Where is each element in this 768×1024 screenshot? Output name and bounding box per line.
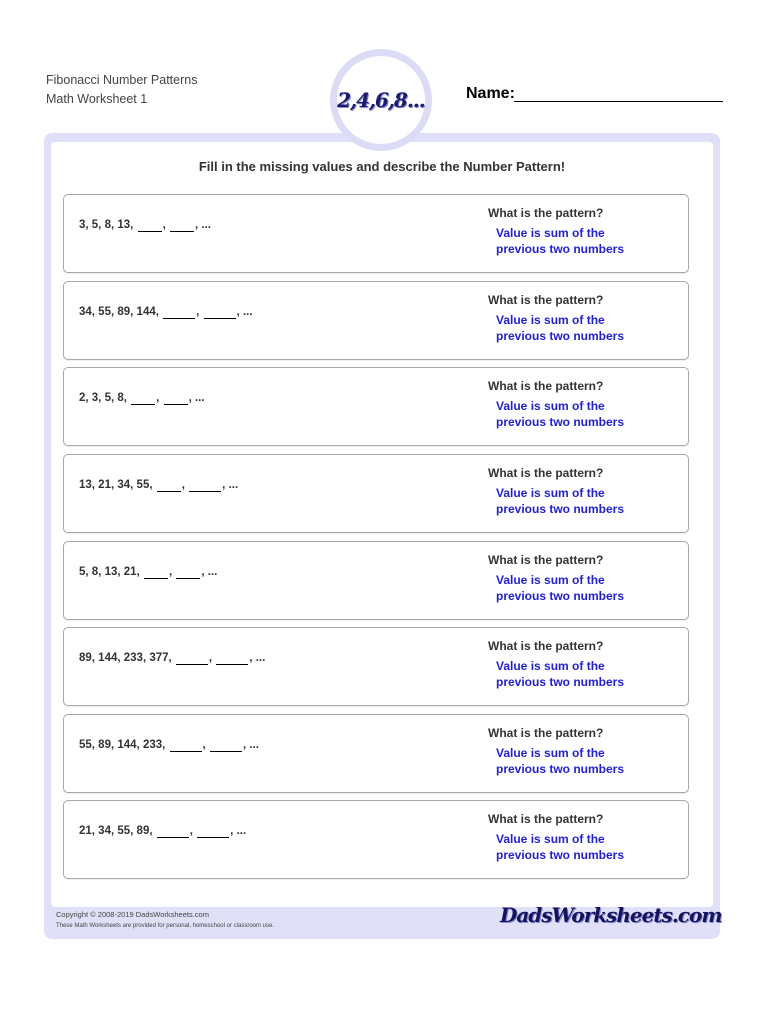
separator: , <box>196 306 200 318</box>
answer-line-2: previous two numbers <box>496 762 625 776</box>
separator: , <box>230 825 234 837</box>
problem-sequence <box>79 306 253 319</box>
problem-sequence <box>79 652 265 665</box>
answer-blank-1[interactable] <box>144 566 168 579</box>
separator: , <box>168 566 173 578</box>
answer-blank-1[interactable] <box>176 652 208 665</box>
problem-box <box>63 281 689 360</box>
answer-line-1: Value is sum of the <box>496 659 605 673</box>
problem-sequence <box>79 825 246 838</box>
problem-box <box>63 367 689 446</box>
sequence-values: 89, 144, 233, 377, <box>79 652 172 664</box>
header-logo <box>330 49 432 151</box>
pattern-answer <box>496 658 624 690</box>
pattern-question: What is the pattern? <box>488 206 604 220</box>
pattern-answer <box>496 831 624 863</box>
problem-sequence <box>79 479 238 492</box>
logo-text: 2,4,6,8... <box>337 88 425 112</box>
name-label: Name: <box>466 85 515 102</box>
sequence-values: 55, 89, 144, 233, <box>79 739 166 751</box>
answer-blank-2[interactable] <box>216 652 248 665</box>
title-line-1: Fibonacci Number Patterns <box>46 73 198 87</box>
ellipsis: ... <box>201 219 211 231</box>
separator: , <box>162 219 166 231</box>
pattern-question: What is the pattern? <box>488 639 604 653</box>
pattern-answer <box>496 485 624 517</box>
ellipsis: ... <box>255 652 266 664</box>
separator: , <box>181 479 185 491</box>
ellipsis: ... <box>249 739 259 751</box>
worksheet-title <box>46 71 197 109</box>
answer-blank-1[interactable] <box>131 392 155 405</box>
separator: , <box>189 825 193 837</box>
separator: , <box>242 739 247 751</box>
sequence-values: 5, 8, 13, 21, <box>79 566 140 578</box>
footer-copyright: Copyright © 2008-2019 DadsWorksheets.com <box>56 910 209 919</box>
footer-logo: DadsWorksheets.com <box>500 903 722 927</box>
separator: , <box>222 479 226 491</box>
separator: , <box>194 219 199 231</box>
sequence-values: 34, 55, 89, 144, <box>79 306 159 318</box>
sequence-values: 2, 3, 5, 8, <box>79 392 127 404</box>
problem-sequence <box>79 739 259 752</box>
pattern-question: What is the pattern? <box>488 812 604 826</box>
sequence-values: 13, 21, 34, 55, <box>79 479 153 491</box>
worksheet-body <box>51 142 713 907</box>
problem-sequence <box>79 392 205 405</box>
ellipsis: ... <box>207 566 218 578</box>
name-field[interactable] <box>514 101 723 102</box>
problem-box <box>63 194 689 273</box>
pattern-question: What is the pattern? <box>488 466 604 480</box>
pattern-question: What is the pattern? <box>488 293 604 307</box>
pattern-question: What is the pattern? <box>488 726 604 740</box>
answer-line-2: previous two numbers <box>496 502 625 516</box>
answer-blank-2[interactable] <box>164 392 188 405</box>
answer-line-1: Value is sum of the <box>496 313 605 327</box>
problem-box <box>63 800 689 879</box>
answer-blank-2[interactable] <box>170 219 194 232</box>
pattern-question: What is the pattern? <box>488 553 604 567</box>
answer-line-2: previous two numbers <box>496 242 625 256</box>
separator: , <box>188 392 192 404</box>
title-line-2: Math Worksheet 1 <box>46 92 148 106</box>
sequence-values: 21, 34, 55, 89, <box>79 825 153 837</box>
ellipsis: ... <box>236 825 247 837</box>
problem-box <box>63 714 689 793</box>
answer-line-2: previous two numbers <box>496 848 625 862</box>
pattern-answer <box>496 312 624 344</box>
answer-blank-1[interactable] <box>170 739 202 752</box>
pattern-answer <box>496 745 624 777</box>
answer-blank-1[interactable] <box>138 219 162 232</box>
answer-blank-1[interactable] <box>157 825 189 838</box>
instructions: Fill in the missing values and describe the Number Pattern! <box>198 159 566 174</box>
problem-sequence <box>79 566 217 579</box>
separator: , <box>202 739 206 751</box>
answer-blank-1[interactable] <box>157 479 181 492</box>
pattern-answer <box>496 398 624 430</box>
problem-box <box>63 541 689 620</box>
answer-line-1: Value is sum of the <box>496 226 605 240</box>
answer-line-2: previous two numbers <box>496 675 625 689</box>
answer-blank-2[interactable] <box>197 825 229 838</box>
problem-box <box>63 627 689 706</box>
pattern-answer <box>496 572 624 604</box>
answer-line-1: Value is sum of the <box>496 399 605 413</box>
answer-blank-1[interactable] <box>163 306 195 319</box>
answer-line-2: previous two numbers <box>496 589 625 603</box>
ellipsis: ... <box>242 306 253 318</box>
pattern-question: What is the pattern? <box>488 379 604 393</box>
separator: , <box>249 652 253 664</box>
answer-line-1: Value is sum of the <box>496 746 605 760</box>
answer-line-1: Value is sum of the <box>496 832 605 846</box>
sequence-values: 3, 5, 8, 13, <box>79 219 134 231</box>
answer-line-1: Value is sum of the <box>496 573 605 587</box>
worksheet-frame <box>44 133 720 939</box>
problem-box <box>63 454 689 533</box>
answer-blank-2[interactable] <box>189 479 221 492</box>
footer-note: These Math Worksheets are provided for personal, homeschool or classroom use. <box>56 923 274 929</box>
separator: , <box>208 652 213 664</box>
answer-line-2: previous two numbers <box>496 329 625 343</box>
ellipsis: ... <box>228 479 239 491</box>
separator: , <box>156 392 160 404</box>
problem-sequence <box>79 219 211 232</box>
answer-blank-2[interactable] <box>204 306 236 319</box>
answer-blank-2[interactable] <box>210 739 242 752</box>
separator: , <box>201 566 205 578</box>
answer-blank-2[interactable] <box>176 566 200 579</box>
pattern-answer <box>496 225 624 257</box>
answer-line-1: Value is sum of the <box>496 486 605 500</box>
answer-line-2: previous two numbers <box>496 415 625 429</box>
separator: , <box>236 306 240 318</box>
ellipsis: ... <box>194 392 205 404</box>
